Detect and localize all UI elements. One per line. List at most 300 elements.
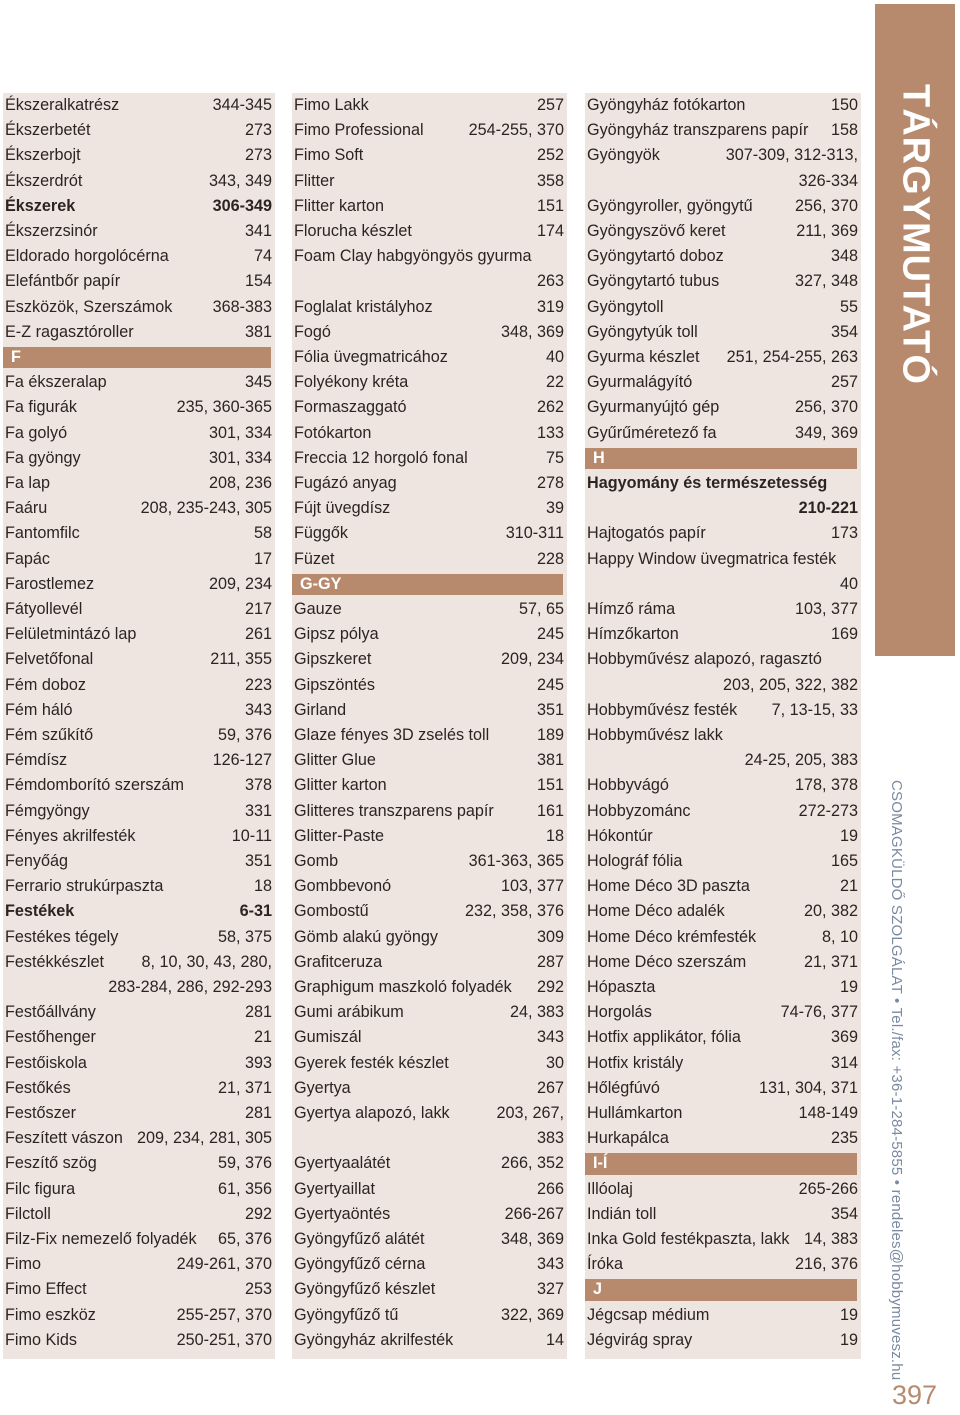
entry-pages: 262 (536, 398, 564, 417)
entry-pages: 6-31 (239, 902, 272, 921)
entry-term: Gyöngytartó doboz (587, 247, 724, 266)
entry-term: Fa gyöngy (5, 448, 81, 467)
entry-pages: 307-309, 312-313, (725, 146, 858, 165)
entry-pages: 151 (536, 196, 564, 215)
entry-term: Festőiskola (5, 1053, 87, 1072)
entry-term: Gyöngyház fotókarton (587, 96, 746, 114)
index-entry (585, 1101, 861, 1126)
entry-pages: 19 (839, 826, 858, 845)
entry-pages: 348 (830, 247, 858, 266)
index-entry (585, 1202, 861, 1227)
index-entry (3, 723, 275, 748)
entry-term: Fugázó anyag (294, 474, 397, 492)
entry-pages: 21 (839, 877, 858, 896)
entry-pages: 126-127 (212, 751, 272, 770)
index-entry (585, 194, 861, 219)
section-letter: F (11, 348, 21, 366)
entry-term: Gyöngyfűző tű (294, 1305, 399, 1324)
index-entry (3, 93, 275, 118)
entry-term: Folyékony kréta (294, 373, 409, 392)
index-entry (585, 1000, 861, 1025)
index-entry (292, 194, 567, 219)
entry-term: Fa golyó (5, 423, 68, 442)
index-entry (292, 1328, 567, 1353)
index-entry (292, 269, 567, 294)
section-header-background (3, 347, 271, 368)
entry-term: Gyurmalágyító (587, 373, 693, 392)
entry-term: Fimo eszköz (5, 1305, 96, 1324)
contact-text: CSOMAGKÜLDŐ SZOLGÁLAT • Tel./fax: +36-1-284-5855 • rendeles@hobbymuvesz.hu (888, 780, 905, 1381)
index-entry (3, 1252, 275, 1277)
entry-term: Hókontúr (587, 826, 653, 845)
entry-term: Filz-Fix nemezelő folyadék (5, 1230, 197, 1248)
entry-term: Füzet (294, 549, 335, 568)
index-entry (292, 1126, 567, 1151)
entry-pages: 203, 267, (496, 1104, 564, 1122)
entry-pages: 103, 377 (500, 877, 564, 896)
entry-term: Fém háló (5, 700, 73, 719)
entry-term: Eldorado horgolócérna (5, 247, 169, 266)
entry-term: Festékkészlet (5, 952, 104, 971)
entry-pages: 273 (244, 121, 272, 140)
index-entry (3, 320, 275, 345)
entry-term: Flitter (294, 171, 335, 190)
entry-term: Fa ékszeralap (5, 373, 107, 392)
entry-pages: 173 (830, 524, 858, 543)
entry-pages: 211, 369 (796, 222, 858, 240)
index-entry (292, 345, 567, 370)
entry-term: Fantomfilc (5, 524, 80, 543)
index-entry (585, 622, 861, 647)
index-entry (3, 622, 275, 647)
entry-term: Hobbyművész alapozó, ragasztó (587, 650, 822, 669)
entry-term: Gyöngyfűző készlet (294, 1280, 436, 1299)
entry-pages: 208, 236 (208, 474, 272, 492)
entry-term: Fátyollevél (5, 600, 83, 618)
entry-pages: 245 (536, 625, 564, 644)
entry-pages: 211, 355 (210, 650, 272, 669)
index-entry (292, 647, 567, 672)
index-entry (3, 244, 275, 269)
entry-term: Hímző ráma (587, 600, 676, 618)
index-entry (585, 799, 861, 824)
index-entry (292, 1277, 567, 1302)
entry-pages: 148-149 (798, 1104, 858, 1122)
entry-term: Gumi arábikum (294, 1003, 404, 1022)
entry-term: Ékszerdrót (5, 171, 83, 190)
index-entry (292, 1227, 567, 1252)
entry-pages: 381 (536, 751, 564, 770)
index-entry (3, 925, 275, 950)
entry-pages: 24-25, 205, 383 (744, 751, 858, 770)
entry-pages: 208, 235-243, 305 (140, 499, 272, 518)
entry-term: Ékszerbetét (5, 121, 91, 140)
entry-pages: 150 (830, 96, 858, 114)
index-entry (3, 295, 275, 320)
entry-term: Filc figura (5, 1179, 76, 1198)
contact-line (888, 780, 918, 1381)
index-entry (292, 799, 567, 824)
entry-pages: 351 (536, 700, 564, 719)
entry-pages: 209, 234 (208, 574, 272, 593)
entry-term: Gyűrűméretező fa (587, 423, 717, 442)
index-entry (585, 320, 861, 345)
entry-term: Gombostű (294, 902, 369, 921)
index-entry (292, 1303, 567, 1328)
index-entry (292, 421, 567, 446)
entry-term: Hotfix kristály (587, 1053, 684, 1072)
entry-term: Gyöngyfűző alátét (294, 1230, 425, 1248)
index-entry (292, 93, 567, 118)
entry-pages: 151 (536, 776, 564, 795)
entry-term: Ékszerbojt (5, 146, 81, 165)
entry-pages: 232, 358, 376 (464, 902, 564, 921)
entry-pages: 266-267 (504, 1204, 564, 1223)
index-entry (3, 849, 275, 874)
section-letter-header (585, 1277, 861, 1302)
index-entry (292, 1076, 567, 1101)
index-entry (3, 521, 275, 546)
entry-term: Gyerek festék készlet (294, 1053, 449, 1072)
entry-pages: 319 (536, 297, 564, 316)
entry-pages: 17 (253, 549, 272, 568)
entry-pages: 344-345 (212, 96, 272, 114)
entry-pages: 266, 352 (500, 1154, 564, 1173)
index-entry (292, 169, 567, 194)
index-entry (292, 748, 567, 773)
entry-pages: 341 (244, 222, 272, 240)
entry-term: Fapác (5, 549, 50, 568)
entry-term: Glitteres transzparens papír (294, 801, 494, 820)
index-entry (3, 824, 275, 849)
entry-pages: 245 (536, 675, 564, 694)
entry-term: Íróka (587, 1255, 623, 1274)
section-letter-header (585, 1151, 861, 1176)
section-letter: G-GY (300, 574, 342, 593)
index-entry (585, 1227, 861, 1252)
entry-pages: 348, 369 (500, 1230, 564, 1248)
entry-pages: 327, 348 (794, 272, 858, 291)
entry-term: Fa figurák (5, 398, 77, 417)
entry-pages: 310-311 (505, 524, 564, 543)
index-entry (585, 950, 861, 975)
entry-pages: 74-76, 377 (780, 1003, 858, 1022)
entry-pages: 369 (830, 1028, 858, 1047)
index-entry (3, 673, 275, 698)
entry-pages: 39 (545, 499, 564, 518)
index-entry (3, 1328, 275, 1353)
index-entry (3, 547, 275, 572)
entry-pages: 57, 65 (518, 600, 564, 618)
entry-pages: 272-273 (798, 801, 858, 820)
entry-pages: 61, 356 (217, 1179, 272, 1198)
entry-term: Fólia üvegmatricához (294, 348, 448, 366)
index-entry (292, 1177, 567, 1202)
index-entry (3, 219, 275, 244)
entry-term: Home Déco 3D paszta (587, 877, 750, 896)
entry-term: Gyertyaöntés (294, 1204, 391, 1223)
index-entry (3, 773, 275, 798)
index-entry (292, 118, 567, 143)
entry-pages: 251, 254-255, 263 (726, 348, 858, 366)
entry-term: Farostlemez (5, 574, 95, 593)
entry-term: Gumiszál (294, 1028, 362, 1047)
index-entry (585, 421, 861, 446)
entry-pages: 19 (839, 1305, 858, 1324)
index-entry (3, 496, 275, 521)
index-entry (292, 874, 567, 899)
entry-term: Fogó (294, 322, 331, 341)
entry-term: Indián toll (587, 1204, 657, 1223)
section-letter: I-Í (593, 1154, 608, 1173)
index-entry (585, 345, 861, 370)
entry-term: Gyöngyfűző cérna (294, 1255, 426, 1274)
index-entry (292, 295, 567, 320)
entry-pages: 253 (244, 1280, 272, 1299)
entry-term: Illóolaj (587, 1179, 633, 1198)
index-entry (3, 118, 275, 143)
entry-pages: 74 (253, 247, 272, 266)
entry-pages: 393 (244, 1053, 272, 1072)
entry-term: Happy Window üvegmatrica festék (587, 549, 837, 568)
entry-pages: 383 (536, 1129, 564, 1148)
entry-pages: 161 (536, 801, 564, 820)
index-entry (292, 849, 567, 874)
entry-term: Gyertyaalátét (294, 1154, 391, 1173)
index-entry (585, 698, 861, 723)
entry-term: Gyöngytoll (587, 297, 664, 316)
entry-pages: 255-257, 370 (176, 1305, 272, 1324)
entry-term: Gyöngyház akrilfesték (294, 1330, 454, 1349)
section-header-background (585, 1153, 857, 1174)
page-number: 397 (892, 1380, 938, 1410)
entry-term: Ékszeralkatrész (5, 96, 120, 114)
entry-term: Hagyomány és természetesség (587, 474, 828, 492)
entry-pages: 278 (536, 474, 564, 492)
entry-term: Gomb (294, 852, 339, 870)
entry-pages: 58 (253, 524, 272, 543)
entry-pages: 361-363, 365 (468, 852, 564, 870)
entry-term: Gyöngyroller, gyöngytű (587, 196, 753, 215)
entry-term: Graphigum maszkoló folyadék (294, 978, 512, 996)
entry-pages: 250-251, 370 (176, 1330, 272, 1349)
entry-pages: 331 (244, 801, 272, 820)
index-entry (585, 169, 861, 194)
entry-term: Gyöngytartó tubus (587, 272, 720, 291)
entry-pages: 174 (536, 222, 564, 240)
index-entry (3, 597, 275, 622)
entry-pages: 235, 360-365 (176, 398, 272, 417)
entry-pages: 169 (830, 625, 858, 644)
index-entry (585, 395, 861, 420)
index-entry (3, 799, 275, 824)
index-entry (585, 723, 861, 748)
section-letter-header (585, 446, 861, 471)
entry-pages: 306-349 (212, 196, 272, 215)
entry-term: Flitter karton (294, 196, 384, 215)
entry-pages: 261 (244, 625, 272, 644)
entry-pages: 209, 234, 281, 305 (136, 1129, 272, 1148)
index-entry (3, 169, 275, 194)
entry-pages: 165 (830, 852, 858, 870)
entry-term: Fémdomborító szerszám (5, 776, 185, 795)
entry-term: Függők (294, 524, 348, 543)
entry-pages: 257 (536, 96, 564, 114)
section-header-background (585, 448, 857, 469)
entry-pages: 343 (536, 1255, 564, 1274)
entry-pages: 292 (244, 1204, 272, 1223)
entry-pages: 154 (244, 272, 272, 291)
entry-pages: 75 (545, 448, 564, 467)
index-entry (585, 93, 861, 118)
index-entry (585, 975, 861, 1000)
index-entry (585, 1252, 861, 1277)
entry-pages: 8, 10 (821, 927, 858, 946)
index-entry (585, 572, 861, 597)
entry-term: Fimo Soft (294, 146, 364, 165)
entry-term: Jégvirág spray (587, 1330, 693, 1349)
entry-term: Glaze fényes 3D zselés toll (294, 726, 490, 744)
index-entry (292, 496, 567, 521)
entry-term: Gyöngyök (587, 146, 660, 165)
entry-pages: 10-11 (231, 826, 272, 845)
entry-term: Horgolás (587, 1003, 652, 1022)
entry-term: Gyöngyház transzparens papír (587, 121, 809, 140)
entry-term: Fémdísz (5, 751, 68, 770)
entry-pages: 281 (244, 1003, 272, 1022)
index-entry (292, 950, 567, 975)
index-entry (3, 748, 275, 773)
index-entry (585, 1025, 861, 1050)
index-entry (585, 295, 861, 320)
entry-term: Gipszkeret (294, 650, 372, 669)
index-entry (585, 899, 861, 924)
entry-pages: 263 (536, 272, 564, 291)
entry-term: Hurkapálca (587, 1129, 669, 1148)
entry-pages: 209, 234 (500, 650, 564, 669)
entry-term: Girland (294, 700, 347, 719)
entry-pages: 19 (839, 978, 858, 996)
index-entry (292, 1151, 567, 1176)
index-entry (3, 975, 275, 1000)
entry-term: Home Déco szerszám (587, 952, 747, 971)
entry-term: Fimo Professional (294, 121, 424, 140)
index-entry (585, 1303, 861, 1328)
entry-pages: 21, 371 (217, 1078, 272, 1097)
index-entry (585, 471, 861, 496)
entry-pages: 189 (536, 726, 564, 744)
entry-term: Ékszerzsinór (5, 222, 98, 240)
entry-pages: 265-266 (798, 1179, 858, 1198)
entry-pages: 59, 376 (217, 726, 272, 744)
index-entry (585, 1051, 861, 1076)
entry-pages: 309 (536, 927, 564, 946)
index-entry (292, 723, 567, 748)
entry-pages: 203, 205, 322, 382 (722, 675, 858, 694)
index-entry (3, 899, 275, 924)
entry-term: Hotfix applikátor, fólia (587, 1028, 741, 1047)
entry-term: Home Déco adalék (587, 902, 725, 921)
entry-pages: 30 (545, 1053, 564, 1072)
index-entry (292, 471, 567, 496)
entry-term: Jégcsap médium (587, 1305, 710, 1324)
sidebar-title-text: TÁRGYMUTATÓ (894, 84, 937, 385)
entry-term: Gipszöntés (294, 675, 375, 694)
entry-pages: 18 (253, 877, 272, 896)
entry-term: Grafitceruza (294, 952, 383, 971)
index-entry (3, 471, 275, 496)
entry-pages: 378 (244, 776, 272, 795)
entry-pages: 381 (244, 322, 272, 341)
entry-pages: 22 (545, 373, 564, 392)
index-entry (585, 673, 861, 698)
sidebar-title (873, 84, 957, 384)
index-entry (3, 269, 275, 294)
entry-pages: 301, 334 (208, 423, 272, 442)
index-entry (3, 1126, 275, 1151)
index-entry (292, 773, 567, 798)
index-entry (3, 1177, 275, 1202)
entry-pages: 252 (536, 146, 564, 165)
index-column-1 (3, 93, 275, 1359)
entry-pages: 210-221 (798, 499, 858, 518)
entry-term: Gauze (294, 600, 342, 618)
entry-term: Hobbyművész lakk (587, 726, 723, 744)
entry-pages: 348, 369 (500, 322, 564, 341)
entry-pages: 223 (244, 675, 272, 694)
index-entry (3, 1076, 275, 1101)
entry-term: Feszített vászon (5, 1129, 123, 1148)
entry-pages: 343, 349 (208, 171, 272, 190)
entry-term: Fenyőág (5, 852, 68, 870)
entry-term: Foam Clay habgyöngyös gyurma (294, 247, 532, 266)
entry-pages: 20, 382 (803, 902, 858, 921)
entry-pages: 158 (830, 121, 858, 140)
entry-pages: 40 (839, 574, 858, 593)
index-entry (585, 370, 861, 395)
index-entry (585, 547, 861, 572)
index-entry (3, 1227, 275, 1252)
entry-pages: 351 (244, 852, 272, 870)
index-entry (585, 118, 861, 143)
entry-term: Filctoll (5, 1204, 51, 1223)
index-entry (3, 572, 275, 597)
entry-term: Fimo Effect (5, 1280, 87, 1299)
index-entry (3, 1025, 275, 1050)
entry-term: Fimo Lakk (294, 96, 369, 114)
entry-pages: 326-334 (798, 171, 858, 190)
entry-pages: 14 (545, 1330, 564, 1349)
index-entry (585, 143, 861, 168)
index-entry (585, 1076, 861, 1101)
entry-term: Eszközök, Szerszámok (5, 297, 173, 316)
index-entry (292, 370, 567, 395)
index-entry (292, 446, 567, 471)
entry-pages: 281 (244, 1104, 272, 1122)
entry-pages: 292 (536, 978, 564, 996)
entry-pages: 59, 376 (217, 1154, 272, 1173)
entry-pages: 343 (536, 1028, 564, 1047)
entry-pages: 256, 370 (794, 398, 858, 417)
index-entry (585, 597, 861, 622)
entry-term: Elefántbőr papír (5, 272, 121, 291)
entry-term: Hőlégfúvó (587, 1078, 660, 1097)
index-entry (292, 219, 567, 244)
entry-pages: 249-261, 370 (176, 1255, 272, 1274)
index-entry (3, 1303, 275, 1328)
entry-pages: 349, 369 (794, 423, 858, 442)
entry-term: Gyurma készlet (587, 348, 700, 366)
